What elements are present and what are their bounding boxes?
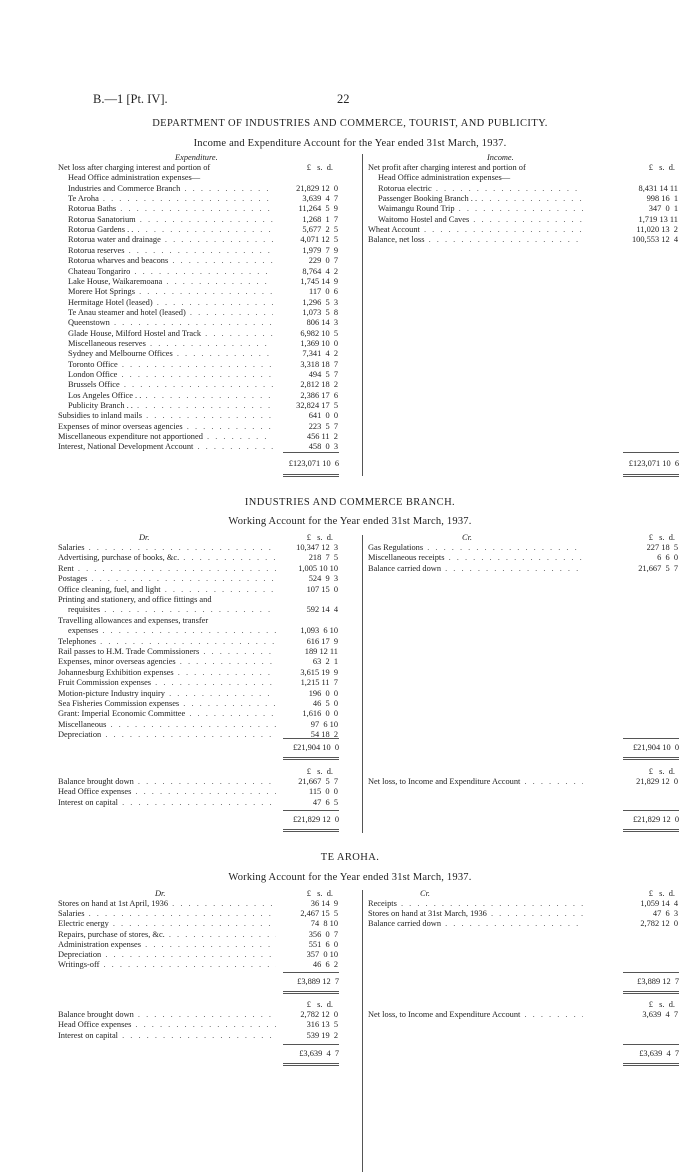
expenditure-row [0,401,700,411]
ic-dr-row-label: Fruit Commission expenses . . . [58,678,276,688]
ic-dr-row-label: Salaries . . . [58,543,276,553]
expenditure-row-amount: 494 5 7 [308,370,338,379]
ic-cr-row [0,543,700,553]
income-currency-header: £ s. d. [648,163,675,172]
ta-dr-currency-header: £ s. d. [306,889,333,898]
ic-dr-total-rule [283,738,339,739]
expenditure-row [0,287,700,297]
ta-balance-dr-row-label: Interest on capital . . . [58,1031,276,1041]
ic-b-dr-total-rule [283,810,339,811]
expenditure-row-amount: 3,318 18 7 [300,359,338,369]
ic-dr-row-label: Telephones . . . [58,637,276,647]
income-row [0,225,700,235]
expenditure-row [0,380,700,390]
income-row-label: Balance, net loss . . . [368,235,583,245]
ic-dr-row-amount: 3,615 19 9 [300,667,338,677]
te-aroha-subtitle: Working Account for the Year ended 31st March, 1937. [228,872,472,883]
ic-balance-dr-row [0,798,700,808]
income-row-amount: 347 0 1 [648,204,678,214]
ic-dr-row [0,647,700,657]
expenditure-total: £123,071 10 6 [288,459,339,468]
ta-balance-cr-row-amount: 3,639 4 7 [642,1010,678,1019]
expenditure-total-rule [283,452,339,453]
expenditure-row-label: Sydney and Melbourne Offices . . . [68,349,273,359]
ta-balance-dr-row [0,1031,700,1041]
expenditure-row-amount: 1,296 5 3 [302,297,338,307]
page-number: 22 [337,92,350,106]
ic-balance-dr-row-label: Head Office expenses . . . [58,787,276,797]
income-row-label: Head Office administration expenses— [378,173,511,183]
ta-b-cr-total: £3,639 4 7 [639,1049,679,1058]
ic-dr-row-amount: 54 18 2 [310,730,338,740]
expenditure-row [0,370,700,380]
expenditure-row-amount: 806 14 3 [306,318,338,328]
ic-cr-total: £21,904 10 0 [632,743,679,752]
ta-dr-row-label: Writings-off . . . [58,960,276,970]
expenditure-row-label: Rotorua Baths . . . [68,204,273,214]
ic-cr-row-amount: 227 18 5 [646,543,678,552]
expenditure-row [0,308,700,318]
expenditure-row-amount: 117 0 6 [308,287,338,297]
expenditure-row-label: Brussels Office . . . [68,380,273,390]
income-total-double-rule [623,474,679,477]
ic-cr-row-amount: 6 6 0 [657,553,678,563]
income-row-label: Waitomo Hostel and Caves . . . [378,215,583,225]
ic-cr-row [0,564,700,574]
ic-dr-row-label: Motion-picture Industry inquiry . . . [58,689,276,699]
expenditure-row-amount: 4,071 12 5 [300,235,338,245]
ic-dr-row-label: Travelling allowances and expenses, transfer [58,615,209,625]
industries-commerce-title: INDUSTRIES AND COMMERCE BRANCH. [244,497,456,508]
ta-cr-heading: Cr. [420,889,431,898]
expenditure-row [0,256,700,266]
ic-cr-heading: Cr. [462,533,473,542]
ic-b-cr-double-rule [623,829,679,832]
expenditure-row-label: Te Aroha . . . [68,194,273,204]
ic-dr-row-label: Grant: Imperial Economic Committee . . . [58,709,276,719]
ic-dr-row-amount: 524 9 3 [308,574,338,584]
ic-dr-row [0,626,700,636]
ic-balance-dr-row-amount: 47 6 5 [312,797,338,807]
expenditure-row-amount: 1,073 5 8 [302,307,338,317]
expenditure-row-amount: 223 5 7 [308,421,338,431]
ic-dr-row [0,720,700,730]
ta-b-dr-currency-header: £ s. d. [306,1000,333,1009]
expenditure-row [0,246,700,256]
expenditure-row [0,277,700,287]
expenditure-row-amount: 2,386 17 6 [300,390,338,400]
ta-cr-row-label: Stores on hand at 31st March, 1936 . . . [368,909,583,919]
expenditure-row-label: Chateau Tongariro . . . [68,267,273,277]
income-row-amount: 998 16 1 [646,194,678,204]
expenditure-row-label: London Office . . . [68,370,273,380]
ic-dr-row-label: Rent . . . [58,564,276,574]
expenditure-total-double-rule [283,474,339,477]
expenditure-row-label: Morere Hot Springs . . . [68,287,273,297]
ta-dr-row [0,930,700,940]
income-row [0,173,700,183]
ta-cr-row [0,899,700,909]
ta-dr-total-rule [283,972,339,973]
income-total-rule [623,452,679,453]
ta-dr-row-amount: 551 6 0 [308,939,338,949]
ic-dr-total: £21,904 10 0 [292,743,339,752]
expenditure-row-label: Expenses of minor overseas agencies . . . [58,422,273,432]
ic-dr-row-label: Depreciation . . . [58,730,276,740]
ic-dr-row-amount: 1,005 10 10 [298,563,338,573]
expenditure-heading: Expenditure. [175,153,218,162]
ic-dr-row [0,709,700,719]
expenditure-row [0,298,700,308]
ta-balance-dr-row-amount: 316 13 5 [306,1020,338,1030]
ta-b-cr-double-rule [623,1063,679,1066]
expenditure-row [0,422,700,432]
expenditure-row-label: Publicity Branch . . . . . [68,401,273,411]
income-total: £123,071 10 6 [628,459,679,468]
expenditure-row-amount: 458 0 3 [308,442,338,452]
ic-dr-row-label: Expenses, minor overseas agencies . . . [58,657,276,667]
ic-cr-row-label: Miscellaneous receipts . . . [368,553,583,563]
ic-dr-row [0,595,700,605]
ta-cr-row-amount: 1,059 14 4 [640,899,678,908]
income-row-label: Passenger Booking Branch . . . . . [378,194,583,204]
ic-dr-row-label: Rail passes to H.M. Trade Commissioners . . . [58,647,276,657]
ic-dr-row-label: Printing and stationery, and office fittings and [58,595,212,604]
ic-dr-row-amount: 196 0 0 [308,688,338,698]
ic-b-dr-double-rule [283,829,339,832]
expenditure-row-label: Industries and Commerce Branch . . . [68,184,273,194]
ic-balance-dr-row [0,787,700,797]
ic-dr-row [0,574,700,584]
ic-dr-row-label: expenses . . . [68,626,276,636]
expenditure-row-label: Lake House, Waikaremoana . . . [68,277,273,287]
ta-dr-row-label: Repairs, purchase of stores, &c. . . . [58,930,276,940]
ic-dr-row-amount: 10,347 12 3 [296,543,338,552]
ta-b-dr-total: £3,639 4 7 [299,1049,339,1058]
ic-dr-row-amount: 107 15 0 [306,584,338,594]
expenditure-row-label: Te Anau steamer and hotel (leased) . . . [68,308,273,318]
expenditure-row-amount: 229 0 7 [308,256,338,266]
ic-dr-row-label: Advertising, purchase of books, &c. . . . [58,553,276,563]
document-reference: B.—1 [Pt. IV]. [93,92,168,106]
expenditure-row-label: Miscellaneous reserves . . . [68,339,273,349]
expenditure-row-amount: 7,341 4 2 [302,349,338,359]
expenditure-row-label: Rotorua Sanatorium . . . [68,215,273,225]
income-row-amount: 1,719 13 11 [638,214,678,224]
expenditure-row-label: Miscellaneous expenditure not apportioned . . . [58,432,273,442]
ic-dr-row-amount: 592 14 4 [306,605,338,615]
expenditure-row-label: Head Office administration expenses— [68,173,201,183]
income-row [0,215,700,225]
ta-dr-row-label: Stores on hand at 1st April, 1936 . . . [58,899,276,909]
expenditure-row [0,442,700,452]
ta-b-dr-double-rule [283,1063,339,1066]
ta-balance-dr-row-label: Head Office expenses . . . [58,1020,276,1030]
ic-dr-row [0,585,700,595]
expenditure-row [0,339,700,349]
ic-dr-row [0,605,700,615]
ta-dr-row-label: Salaries . . . [58,909,276,919]
ta-dr-row-label: Electric energy . . . [58,919,276,929]
ta-cr-row-label: Receipts . . . [368,899,583,909]
ta-dr-row [0,950,700,960]
ta-dr-row [0,940,700,950]
ta-cr-double-rule [623,991,679,994]
ta-cr-total-rule [623,972,679,973]
ic-dr-currency-header: £ s. d. [306,533,333,542]
ic-b-cr-total-rule [623,810,679,811]
ic-dr-row-label: Miscellaneous . . . [58,720,276,730]
expenditure-row-amount: 1,268 1 7 [302,214,338,224]
expenditure-currency-header: £ s. d. [306,163,333,172]
ic-cr-row-amount: 21,667 5 7 [638,563,678,573]
expenditure-row-label: Los Angeles Office . . . . . [68,391,273,401]
expenditure-row-label: Glade House, Milford Hostel and Track . . . [68,329,273,339]
ic-cr-row [0,553,700,563]
expenditure-row-amount: 2,812 18 2 [300,380,338,390]
ic-dr-row-amount: 1,093 6 10 [300,626,338,636]
ic-cr-total-rule [623,738,679,739]
expenditure-row-amount: 3,639 4 7 [302,194,338,204]
expenditure-row-amount: 641 0 0 [308,411,338,421]
ta-cr-currency-header: £ s. d. [648,889,675,898]
ic-balance-cr-row-amount: 21,829 12 0 [636,777,678,786]
expenditure-row [0,360,700,370]
ic-balance-cr-row-label: Net loss, to Income and Expenditure Account . . . [368,777,583,787]
ic-dr-row-amount: 218 7 5 [308,553,338,563]
ic-b-cr-total: £21,829 12 0 [632,815,679,824]
ic-b-cr-currency-header: £ s. d. [648,767,675,776]
income-row-label: Rotorua electric . . . [378,184,583,194]
income-row-label: Net profit after charging interest and portion of [368,163,526,172]
ta-cr-row [0,919,700,929]
ic-dr-heading: Dr. [139,533,150,542]
ta-dr-row [0,960,700,970]
ta-dr-row-label: Administration expenses . . . [58,940,276,950]
expenditure-row-amount: 11,264 5 9 [298,204,338,214]
ta-dr-row-amount: 2,467 15 5 [300,909,338,919]
expenditure-row-label: Subsidies to inland mails . . . [58,411,273,421]
ic-dr-row-label: Sea Fisheries Commission expenses . . . [58,699,276,709]
ic-balance-dr-row-label: Interest on capital . . . [58,798,276,808]
ic-dr-row-amount: 616 17 9 [306,636,338,646]
income-row [0,204,700,214]
income-row-amount: 11,020 13 2 [636,225,678,235]
income-row [0,184,700,194]
ic-dr-row [0,689,700,699]
ta-dr-heading: Dr. [155,889,166,898]
expenditure-row [0,349,700,359]
expenditure-row-label: Toronto Office . . . [68,360,273,370]
income-row [0,194,700,204]
expenditure-row-amount: 32,824 17 5 [296,401,338,411]
ic-cr-double-rule [623,757,679,760]
income-expenditure-subtitle: Income and Expenditure Account for the Year ended 31st March, 1937. [193,138,507,149]
te-aroha-title: TE AROHA. [320,852,380,863]
ic-dr-row-label: Office cleaning, fuel, and light . . . [58,585,276,595]
expenditure-row [0,432,700,442]
ic-dr-row-label: Johannesburg Exhibition expenses . . . [58,668,276,678]
expenditure-row [0,411,700,421]
ta-cr-row-amount: 2,782 12 0 [640,919,678,929]
ta-balance-dr-row [0,1020,700,1030]
ta-cr-total: £3,889 12 7 [637,977,679,986]
income-row-amount: 100,553 12 4 [631,235,678,245]
income-heading: Income. [487,153,514,162]
ic-dr-row-label: Postages . . . [58,574,276,584]
ta-dr-row-amount: 357 0 10 [306,950,338,959]
department-title: DEPARTMENT OF INDUSTRIES AND COMMERCE, TOURIST, AND PUBLICITY. [152,118,548,129]
ic-dr-row-amount: 1,215 11 7 [300,678,338,688]
expenditure-row [0,391,700,401]
ta-balance-dr-row-label: Balance brought down . . . [58,1010,276,1020]
ic-balance-dr-row-label: Balance brought down . . . [58,777,276,787]
ic-dr-row-amount: 46 5 0 [312,699,338,708]
expenditure-row [0,318,700,328]
ic-dr-row-amount: 97 6 10 [310,719,338,729]
ta-b-dr-total-rule [283,1044,339,1045]
expenditure-row [0,267,700,277]
ic-dr-row [0,657,700,667]
ic-dr-row-amount: 63 2 1 [312,657,338,667]
expenditure-row-label: Rotorua reserves . . . [68,246,273,256]
ic-b-dr-currency-header: £ s. d. [306,767,333,776]
expenditure-row-label: Rotorua Gardens . . . . . [68,225,273,235]
ta-cr-row-amount: 47 6 3 [652,909,678,919]
ic-cr-currency-header: £ s. d. [648,533,675,542]
ta-balance-dr-row-amount: 2,782 12 0 [300,1010,338,1019]
expenditure-row-amount: 456 11 2 [306,432,338,442]
expenditure-row-label: Net loss after charging interest and portion of [58,163,211,172]
ic-dr-row [0,678,700,688]
ic-balance-dr-row-amount: 115 0 0 [308,787,338,797]
ic-dr-double-rule [283,757,339,760]
ic-dr-row [0,616,700,626]
expenditure-row-amount: 1,979 7 9 [302,245,338,255]
ta-b-cr-currency-header: £ s. d. [648,1000,675,1009]
ta-b-cr-total-rule [623,1044,679,1045]
expenditure-row-amount: 8,764 4 2 [302,266,338,276]
expenditure-row-amount: 1,745 14 9 [300,276,338,286]
expenditure-row-amount: 1,369 10 0 [300,338,338,348]
expenditure-row-amount: 21,829 12 0 [296,183,338,193]
ic-balance-cr-row [0,777,700,787]
expenditure-row-label: Hermitage Hotel (leased) . . . [68,298,273,308]
ic-cr-row-label: Balance carried down . . . [368,564,583,574]
ic-dr-row-amount: 1,616 0 0 [302,709,338,719]
income-row-label: Waimangu Round Trip . . . [378,204,583,214]
ta-dr-row-label: Depreciation . . . [58,950,276,960]
income-row-amount: 8,431 14 11 [638,183,678,193]
ta-dr-row-amount: 356 0 7 [308,929,338,939]
income-row [0,235,700,245]
ta-balance-dr-row-amount: 539 19 2 [306,1030,338,1040]
ic-dr-row [0,668,700,678]
ta-balance-cr-row [0,1010,700,1020]
ic-balance-dr-row-amount: 21,667 5 7 [298,777,338,786]
ta-cr-row-label: Balance carried down . . . [368,919,583,929]
ta-dr-row-amount: 36 14 9 [310,899,338,908]
expenditure-row-label: Interest, National Development Account . . . [58,442,273,452]
ic-dr-row-amount: 189 12 11 [304,647,338,656]
ta-dr-total: £3,889 12 7 [297,977,339,986]
ic-cr-row-label: Gas Regulations . . . [368,543,583,553]
ta-cr-row [0,909,700,919]
ta-dr-double-rule [283,991,339,994]
expenditure-row [0,329,700,339]
ta-dr-row-amount: 74 8 10 [310,919,338,929]
industries-commerce-subtitle: Working Account for the Year ended 31st March, 1937. [228,516,472,527]
expenditure-row-label: Queenstown . . . [68,318,273,328]
expenditure-row-label: Rotorua wharves and beacons . . . [68,256,273,266]
expenditure-row-amount: 5,677 2 5 [302,225,338,235]
ta-balance-cr-row-label: Net loss, to Income and Expenditure Account . . . [368,1010,583,1020]
income-row-label: Wheat Account . . . [368,225,583,235]
income-row [0,163,700,173]
ic-dr-row-label: requisites . . . [68,605,276,615]
ic-dr-row [0,637,700,647]
expenditure-row-label: Rotorua water and drainage . . . [68,235,273,245]
ic-dr-row [0,730,700,740]
ic-b-dr-total: £21,829 12 0 [292,815,339,824]
ta-dr-row-amount: 46 6 2 [312,960,338,970]
expenditure-row-amount: 6,982 10 5 [300,328,338,338]
ic-dr-row [0,699,700,709]
